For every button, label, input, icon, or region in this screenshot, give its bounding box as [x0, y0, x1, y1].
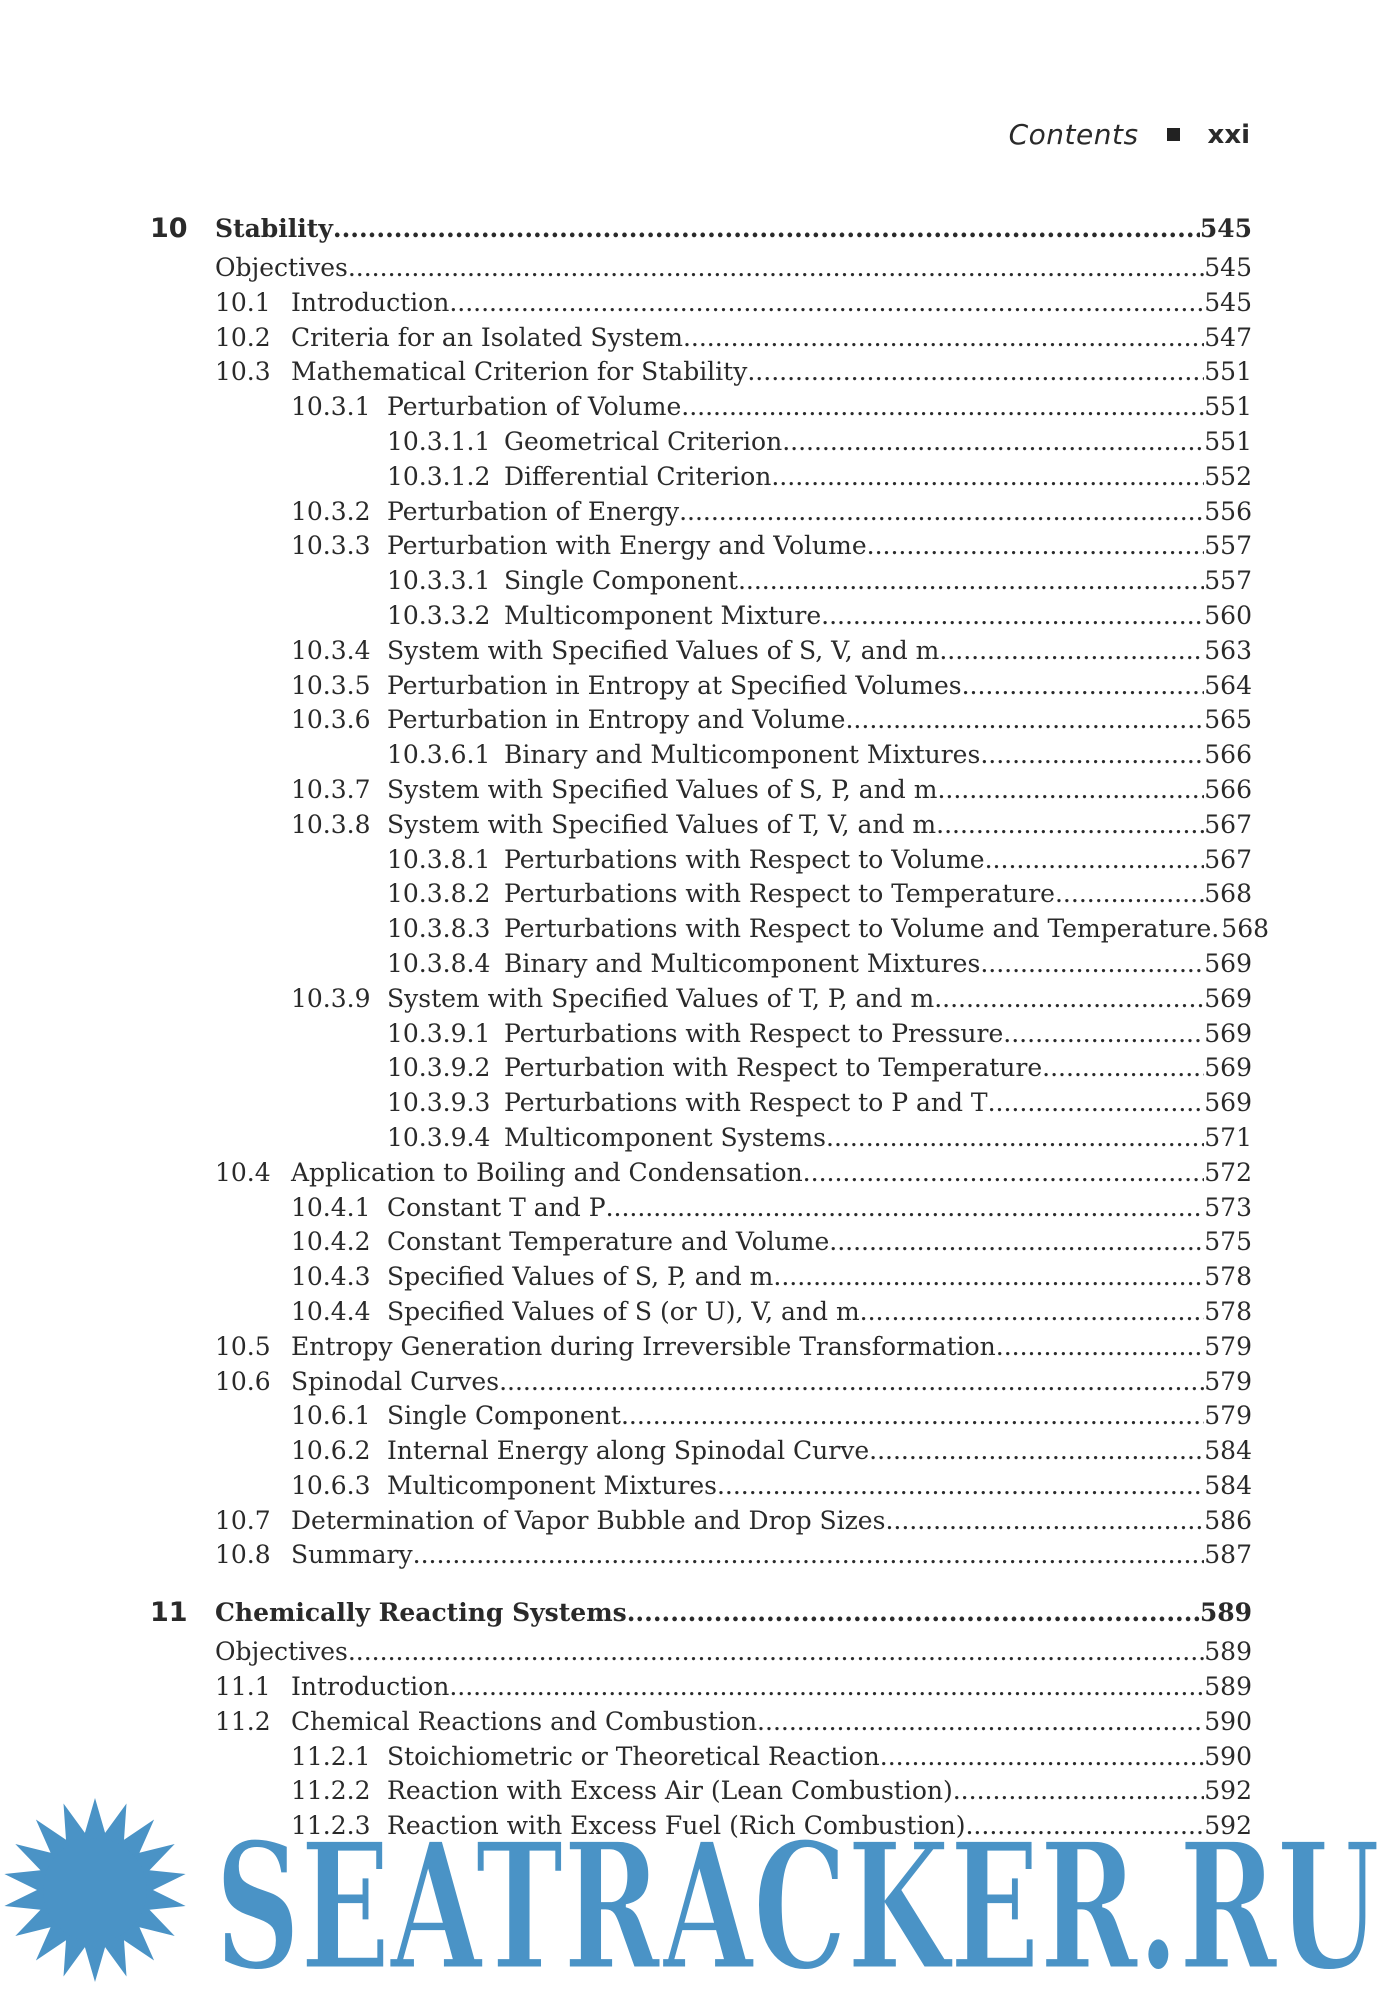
toc-entry[interactable]	[150, 845, 1252, 880]
toc-entry[interactable]	[150, 357, 1252, 392]
dot-leader	[936, 810, 1204, 839]
entry-title: Perturbation with Energy and Volume	[387, 531, 867, 561]
dot-leader	[937, 775, 1204, 804]
entry-page: 575	[1204, 1227, 1252, 1257]
entry-number: 10.5	[215, 1331, 271, 1361]
entry-number: 10.3.9.3	[387, 1088, 491, 1118]
entry-number: 10.3.8.2	[387, 879, 491, 909]
entry-title: Reaction with Excess Fuel (Rich Combustion)	[387, 1811, 966, 1841]
toc-entry[interactable]	[150, 1401, 1252, 1436]
dot-leader	[499, 1367, 1204, 1396]
toc-entry[interactable]	[150, 1637, 1252, 1672]
entry-number: 10.6	[215, 1366, 271, 1396]
toc-chapter-entry[interactable]	[150, 213, 1252, 253]
entry-title: Differential Criterion	[504, 461, 772, 491]
entry-page: 587	[1204, 1540, 1252, 1570]
dot-leader	[773, 1262, 1204, 1291]
entry-page: 573	[1204, 1192, 1252, 1222]
toc-entry[interactable]	[150, 566, 1252, 601]
toc-entry[interactable]	[150, 914, 1270, 949]
entry-page: 547	[1204, 322, 1252, 352]
toc-entry[interactable]	[150, 1471, 1252, 1506]
entry-page: 569	[1204, 1018, 1252, 1048]
dot-leader	[348, 1637, 1204, 1666]
entry-number: 10.3.8.1	[387, 844, 491, 874]
entry-page: 590	[1204, 1741, 1252, 1771]
entry-page: 590	[1204, 1706, 1252, 1736]
entry-title: Constant T and P	[387, 1192, 606, 1222]
toc-entry[interactable]	[150, 810, 1252, 845]
entry-title: Single Component	[387, 1401, 621, 1431]
entry-title: Perturbations with Respect to Temperature	[504, 879, 1055, 909]
entry-page: 578	[1204, 1262, 1252, 1292]
dot-leader	[885, 1506, 1204, 1535]
entry-page: 589	[1204, 1637, 1252, 1667]
entry-title: Perturbation with Respect to Temperature	[504, 1053, 1043, 1083]
toc-entry[interactable]	[150, 462, 1252, 497]
entry-title: Perturbation in Entropy and Volume	[387, 705, 846, 735]
dot-leader	[826, 1123, 1204, 1152]
entry-page: 567	[1204, 809, 1252, 839]
entry-number: 11	[150, 1597, 188, 1629]
entry-page: 589	[1199, 1598, 1252, 1628]
entry-number: 10.7	[215, 1505, 271, 1535]
entry-number: 10	[150, 213, 188, 244]
dot-leader	[980, 949, 1204, 978]
entry-number: 10.8	[215, 1540, 271, 1570]
toc-entry[interactable]	[150, 497, 1252, 532]
dot-leader	[782, 427, 1204, 456]
entry-title: Mathematical Criterion for Stability	[291, 357, 748, 387]
entry-page: 556	[1204, 496, 1252, 526]
running-head	[1009, 118, 1250, 151]
page-number: xxi	[1207, 119, 1250, 150]
entry-page: 589	[1204, 1672, 1252, 1702]
entry-title: Perturbations with Respect to P and T	[504, 1088, 988, 1118]
entry-title: Determination of Vapor Bubble and Drop Sizes	[291, 1505, 886, 1535]
entry-title: Reaction with Excess Air (Lean Combustion)	[387, 1776, 953, 1806]
entry-page: 545	[1204, 253, 1252, 282]
dot-leader	[413, 1540, 1205, 1569]
entry-page: 569	[1204, 1088, 1252, 1118]
entry-page: 584	[1204, 1470, 1252, 1500]
entry-title: Introduction	[291, 287, 450, 317]
toc-entry[interactable]	[150, 288, 1252, 323]
entry-page: 579	[1204, 1366, 1252, 1396]
entry-title: Objectives	[215, 1637, 348, 1667]
dot-leader	[880, 1742, 1205, 1771]
entry-page: 567	[1204, 844, 1252, 874]
entry-number: 10.6.3	[291, 1470, 371, 1500]
entry-number: 10.3.8.3	[387, 914, 491, 944]
entry-number: 10.3.6.1	[387, 740, 491, 770]
entry-number: 10.3	[215, 357, 271, 387]
toc-entry[interactable]	[150, 1367, 1252, 1402]
entry-number: 10.3.3.2	[387, 600, 491, 630]
toc-entry[interactable]	[150, 427, 1252, 462]
chapter-10	[150, 213, 1270, 1575]
entry-number: 10.4.2	[291, 1227, 371, 1257]
entry-title: Constant Temperature and Volume	[387, 1227, 830, 1257]
entry-title: Perturbation of Energy	[387, 496, 680, 526]
entry-title: Specified Values of S, P, and m	[387, 1262, 774, 1292]
dot-leader	[980, 740, 1204, 769]
entry-number: 11.2.1	[291, 1741, 371, 1771]
dot-leader	[449, 288, 1204, 317]
toc-entry[interactable]	[150, 1332, 1252, 1367]
dot-leader	[1211, 914, 1221, 943]
entry-title: Summary	[291, 1540, 413, 1570]
entry-title: Spinodal Curves	[291, 1366, 500, 1396]
entry-title: Binary and Multicomponent Mixtures	[504, 740, 981, 770]
entry-number: 10.3.3	[291, 531, 371, 561]
entry-number: 10.3.9.4	[387, 1122, 491, 1152]
entry-title: System with Specified Values of S, P, and m	[387, 774, 938, 804]
toc-entry[interactable]	[150, 392, 1252, 427]
entry-number: 10.3.8	[291, 809, 371, 839]
entry-page: 586	[1204, 1505, 1252, 1535]
entry-number: 11.2.3	[291, 1811, 371, 1841]
dot-leader	[738, 566, 1204, 595]
dot-leader	[717, 1471, 1204, 1500]
entry-number: 10.3.7	[291, 774, 371, 804]
entry-title: System with Specified Values of T, V, and m	[387, 809, 937, 839]
entry-title: Application to Boiling and Condensation	[291, 1157, 803, 1187]
sun-icon	[4, 1798, 185, 1982]
entry-number: 10.3.1.2	[387, 461, 491, 491]
entry-page: 566	[1204, 740, 1252, 770]
entry-page: 545	[1204, 287, 1252, 317]
toc-entry[interactable]	[150, 1123, 1252, 1158]
entry-number: 10.4.3	[291, 1262, 371, 1292]
entry-title: Chemically Reacting Systems	[215, 1598, 627, 1628]
entry-page: 568	[1204, 879, 1252, 909]
entry-page: 584	[1204, 1436, 1252, 1466]
dot-leader	[757, 1707, 1204, 1736]
entry-page: 557	[1204, 566, 1252, 596]
entry-title: Objectives	[215, 253, 348, 282]
entry-number: 10.3.6	[291, 705, 371, 735]
entry-page: 563	[1204, 635, 1252, 665]
toc-entry[interactable]	[150, 1672, 1252, 1707]
entry-page: 569	[1204, 948, 1252, 978]
entry-number: 10.3.2	[291, 496, 371, 526]
toc-entry[interactable]	[150, 1193, 1252, 1228]
toc-entry[interactable]	[150, 1158, 1252, 1193]
dot-leader	[869, 1436, 1204, 1465]
dot-leader	[934, 984, 1204, 1013]
entry-title: Entropy Generation during Irreversible Transformation	[291, 1331, 996, 1361]
entry-page: 557	[1204, 531, 1252, 561]
dot-leader	[962, 671, 1205, 700]
entry-title: Multicomponent Mixture	[504, 600, 822, 630]
dot-leader	[449, 1672, 1204, 1701]
entry-title: Chemical Reactions and Combustion	[291, 1706, 758, 1736]
dot-leader	[1003, 1019, 1204, 1048]
dot-leader	[988, 1088, 1205, 1117]
toc-entry[interactable]	[150, 879, 1252, 914]
toc-entry[interactable]	[150, 1262, 1252, 1297]
entry-number: 10.6.2	[291, 1436, 371, 1466]
entry-page: 551	[1204, 357, 1252, 387]
toc-entry[interactable]	[150, 705, 1252, 740]
entry-page: 551	[1204, 392, 1252, 422]
entry-number: 10.4.4	[291, 1296, 371, 1326]
dot-leader	[348, 253, 1204, 282]
toc-entry[interactable]	[150, 601, 1252, 636]
entry-title: Perturbations with Respect to Volume and Temperature	[504, 914, 1212, 944]
toc-entry[interactable]	[150, 1088, 1252, 1123]
running-head-title: Contents	[1008, 118, 1139, 151]
entry-title: System with Specified Values of S, V, and m	[387, 635, 940, 665]
entry-number: 10.3.1	[291, 392, 371, 422]
dot-leader	[821, 601, 1204, 630]
entry-number: 10.3.9.1	[387, 1018, 491, 1048]
entry-title: Multicomponent Mixtures	[387, 1470, 717, 1500]
toc-entry[interactable]	[150, 531, 1252, 566]
watermark	[0, 1790, 1400, 2000]
entry-page: 560	[1204, 600, 1252, 630]
dot-leader	[860, 1297, 1205, 1326]
entry-number: 11.2	[215, 1706, 271, 1736]
dot-leader	[985, 845, 1205, 874]
toc-entry[interactable]	[150, 1019, 1252, 1054]
dot-leader	[803, 1158, 1205, 1187]
dot-leader	[679, 497, 1204, 526]
entry-number: 11.2.2	[291, 1776, 371, 1806]
entry-title: Perturbation in Entropy at Specified Volumes	[387, 670, 962, 700]
entry-page: 545	[1199, 214, 1252, 243]
entry-page: 551	[1204, 426, 1252, 456]
entry-number: 10.6.1	[291, 1401, 371, 1431]
entry-page: 569	[1204, 983, 1252, 1013]
square-bullet-icon	[1167, 128, 1180, 141]
entry-title: Specified Values of S (or U), V, and m	[387, 1296, 860, 1326]
entry-title: Single Component	[504, 566, 738, 596]
entry-page: 566	[1204, 774, 1252, 804]
entry-number: 10.2	[215, 322, 271, 352]
dot-leader	[939, 636, 1204, 665]
entry-number: 10.3.5	[291, 670, 371, 700]
entry-title: System with Specified Values of T, P, and m	[387, 983, 935, 1013]
entry-title: Binary and Multicomponent Mixtures	[504, 948, 981, 978]
entry-title: Stability	[215, 214, 333, 243]
entry-page: 572	[1204, 1157, 1252, 1187]
dot-leader	[747, 357, 1204, 386]
toc-entry[interactable]	[150, 253, 1252, 288]
dot-leader	[867, 531, 1205, 560]
entry-page: 578	[1204, 1296, 1252, 1326]
entry-title: Internal Energy along Spinodal Curve	[387, 1436, 870, 1466]
entry-title: Multicomponent Systems	[504, 1122, 826, 1152]
entry-number: 11.1	[215, 1672, 271, 1702]
entry-title: Criteria for an Isolated System	[291, 322, 683, 352]
entry-number: 10.4.1	[291, 1192, 371, 1222]
entry-page: 569	[1204, 1053, 1252, 1083]
toc-entry[interactable]	[150, 636, 1252, 671]
entry-number: 10.3.1.1	[387, 426, 491, 456]
toc-entry[interactable]	[150, 1227, 1252, 1262]
entry-page: 564	[1204, 670, 1252, 700]
dot-leader	[627, 1598, 1200, 1627]
entry-page: 592	[1204, 1776, 1252, 1806]
entry-number: 10.1	[215, 287, 271, 317]
dot-leader	[621, 1401, 1204, 1430]
dot-leader	[1042, 1053, 1204, 1082]
entry-number: 10.3.3.1	[387, 566, 491, 596]
toc-entry[interactable]	[150, 984, 1252, 1019]
entry-page: 579	[1204, 1401, 1252, 1431]
toc-entry[interactable]	[150, 1540, 1252, 1575]
dot-leader	[681, 392, 1204, 421]
entry-page: 565	[1204, 705, 1252, 735]
dot-leader	[1055, 879, 1204, 908]
entry-page: 592	[1204, 1811, 1252, 1841]
entry-title: Perturbation of Volume	[387, 392, 682, 422]
toc-chapter-entry[interactable]	[150, 1597, 1252, 1637]
dot-leader	[771, 462, 1204, 491]
toc-entry[interactable]	[150, 775, 1252, 810]
toc-entry[interactable]	[150, 1436, 1252, 1471]
table-of-contents	[150, 213, 1270, 1868]
toc-entry[interactable]	[150, 1297, 1252, 1332]
toc-entry[interactable]	[150, 740, 1252, 775]
entry-page: 571	[1204, 1122, 1252, 1152]
toc-entry[interactable]	[150, 323, 1252, 358]
entry-page: 579	[1204, 1331, 1252, 1361]
dot-leader	[683, 323, 1204, 352]
toc-entry[interactable]	[150, 1742, 1252, 1777]
entry-page: 568	[1221, 914, 1270, 944]
dot-leader	[829, 1227, 1204, 1256]
entry-title: Stoichiometric or Theoretical Reaction	[387, 1741, 880, 1771]
dot-leader	[845, 705, 1204, 734]
toc-entry[interactable]	[150, 1506, 1252, 1541]
dot-leader	[333, 214, 1200, 243]
entry-title: Perturbations with Respect to Volume	[504, 844, 985, 874]
dot-leader	[606, 1193, 1205, 1222]
entry-number: 10.3.9	[291, 983, 371, 1013]
entry-number: 10.3.9.2	[387, 1053, 491, 1083]
toc-entry[interactable]	[150, 949, 1252, 984]
entry-number: 10.3.8.4	[387, 948, 491, 978]
entry-title: Geometrical Criterion	[504, 426, 783, 456]
entry-title: Perturbations with Respect to Pressure	[504, 1018, 1004, 1048]
entry-number: 10.4	[215, 1157, 271, 1187]
dot-leader	[996, 1332, 1205, 1361]
toc-entry[interactable]	[150, 1053, 1252, 1088]
entry-title: Introduction	[291, 1672, 450, 1702]
entry-page: 552	[1204, 461, 1252, 491]
entry-number: 10.3.4	[291, 635, 371, 665]
toc-entry[interactable]	[150, 1707, 1252, 1742]
watermark-text: SEATRACKER.RU	[215, 1805, 1380, 2000]
toc-entry[interactable]	[150, 671, 1252, 706]
